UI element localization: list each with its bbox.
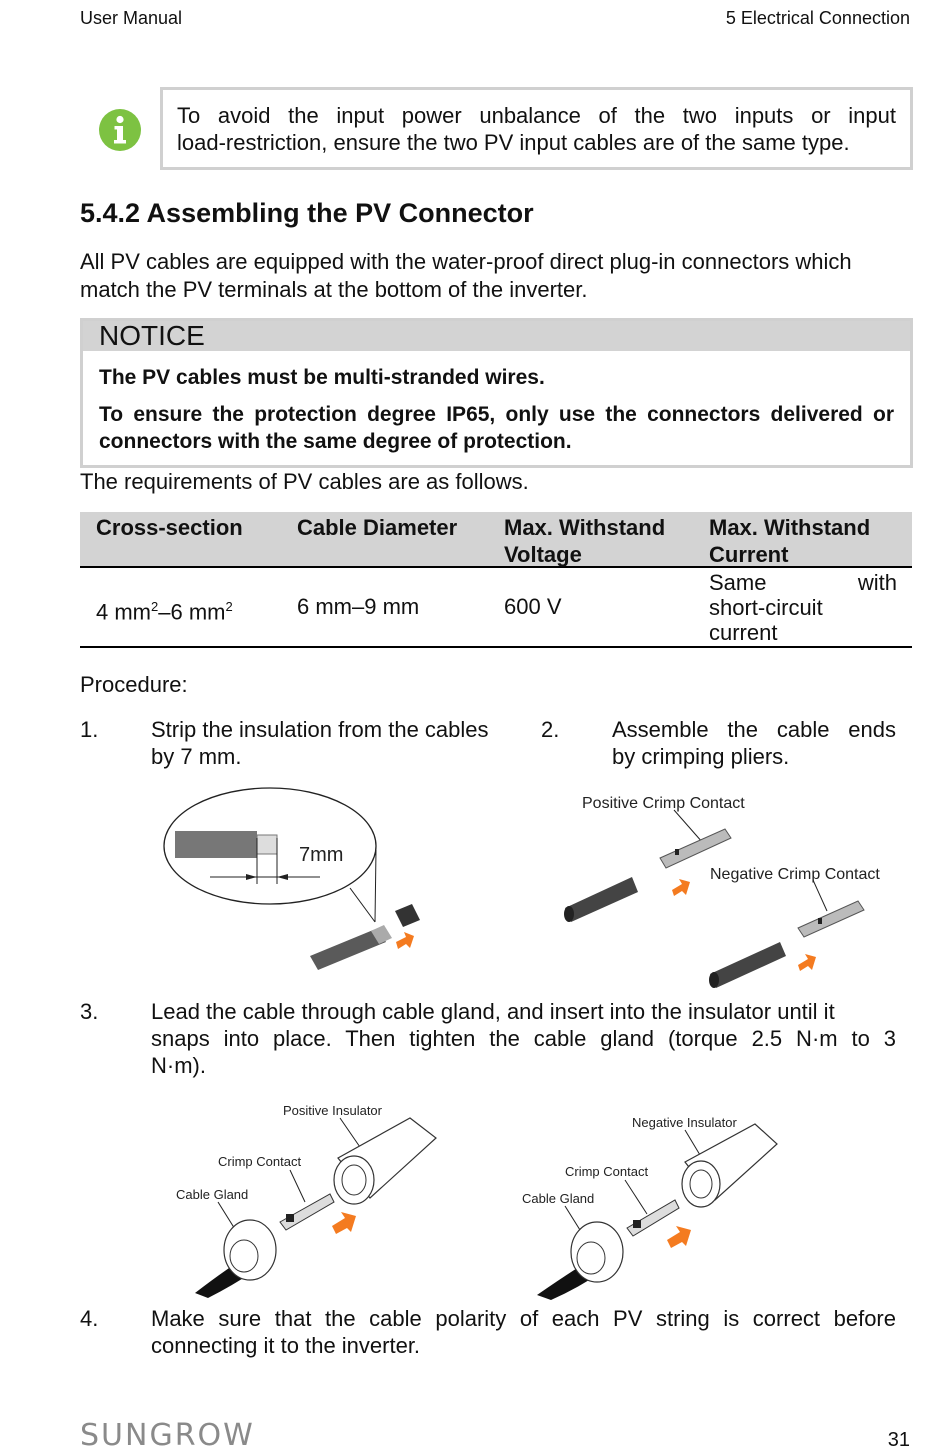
step-2-text: Assemble the cable ends by crimping pliers. [612, 717, 896, 769]
tip-box [160, 87, 913, 170]
cell-cross-section: 4 $mm^2-6$ $mm^2$ [96, 599, 233, 625]
arrow-icon [396, 932, 414, 949]
info-icon [98, 108, 142, 152]
col-header-max-current: Max. Withstand Current [709, 515, 871, 567]
cable-gland-label: Cable Gland [176, 1187, 249, 1202]
negative-insulator-label: Negative Insulator [632, 1115, 737, 1130]
notice-heading: NOTICE [83, 321, 910, 351]
arrow-icon [672, 879, 690, 896]
section-title: 5.4.2 Assembling the PV Connector [80, 198, 534, 228]
requirements-intro: The requirements of PV cables are as follows. [80, 469, 529, 494]
notice-box [80, 318, 913, 468]
positive-insulator-label: Positive Insulator [283, 1103, 382, 1118]
procedure-label: Procedure: [80, 672, 188, 697]
notice-paragraph-2: To ensure the protection degree IP65, only use the connectors delivered or connectors with the same degree of protection. [99, 403, 894, 453]
crimp-contact-label: Crimp Contact [218, 1154, 302, 1169]
step-4-text: Make sure that the cable polarity of each PV string is correct before connecting it to the inverter. [151, 1306, 896, 1358]
arrow-icon [332, 1212, 356, 1234]
step-3-text: Lead the cable through cable gland, and insert into the insulator until it snaps into place. Then tighten the cable gland (torque 2.5 N·m to 3 N·m). [151, 999, 896, 1078]
col-header-cable-diameter: Cable Diameter [297, 515, 458, 540]
notice-paragraph-1: The PV cables must be multi-stranded wires. [99, 366, 545, 389]
strip-insulation-figure [150, 780, 450, 975]
positive-crimp-label: Positive Crimp Contact [582, 795, 745, 812]
table-header-row [80, 512, 912, 568]
negative-crimp-label: Negative Crimp Contact [710, 866, 880, 883]
step-2-number: 2. [541, 717, 560, 742]
tip-line-2: load-restriction, ensure the two PV input cables are of the same type. [177, 130, 850, 155]
header-chapter-title: 5 Electrical Connection [725, 8, 910, 28]
step-1-text: Strip the insulation from the cables by 7 mm. [151, 717, 489, 769]
tip-line-1: To avoid the input power unbalance of the two inputs or input [177, 103, 896, 128]
arrow-icon [667, 1226, 691, 1248]
crimp-contacts-figure [560, 788, 890, 993]
step-1-number: 1. [80, 717, 99, 742]
step-4-number: 4. [80, 1306, 99, 1331]
intro-line-2: match the PV terminals at the bottom of the inverter. [80, 277, 588, 302]
header-manual-title: User Manual [80, 8, 183, 28]
crimp-contact-label: Crimp Contact [565, 1164, 649, 1179]
cable-requirements-table [80, 512, 912, 648]
page-number: 31 [887, 1429, 910, 1451]
step-3-number: 3. [80, 999, 99, 1024]
strip-length-label: 7mm [299, 844, 344, 866]
table-row [80, 568, 912, 648]
col-header-cross-section: Cross-section [96, 515, 243, 540]
sungrow-logo: SUNGROW [80, 1418, 255, 1453]
cell-max-current: Same with short-circuit current [709, 570, 897, 645]
cable-gland-label: Cable Gland [522, 1191, 595, 1206]
cell-max-voltage: 600 V [504, 594, 562, 619]
positive-insulator-figure [170, 1098, 450, 1298]
intro-paragraph [80, 248, 912, 304]
negative-insulator-figure [515, 1110, 785, 1300]
col-header-max-voltage: Max. Withstand Voltage [504, 515, 666, 567]
arrow-icon [798, 954, 816, 971]
cell-cable-diameter: 6 mm–9 mm [297, 594, 420, 619]
intro-line-1: All PV cables are equipped with the water-proof direct plug-in connectors which [80, 249, 852, 274]
